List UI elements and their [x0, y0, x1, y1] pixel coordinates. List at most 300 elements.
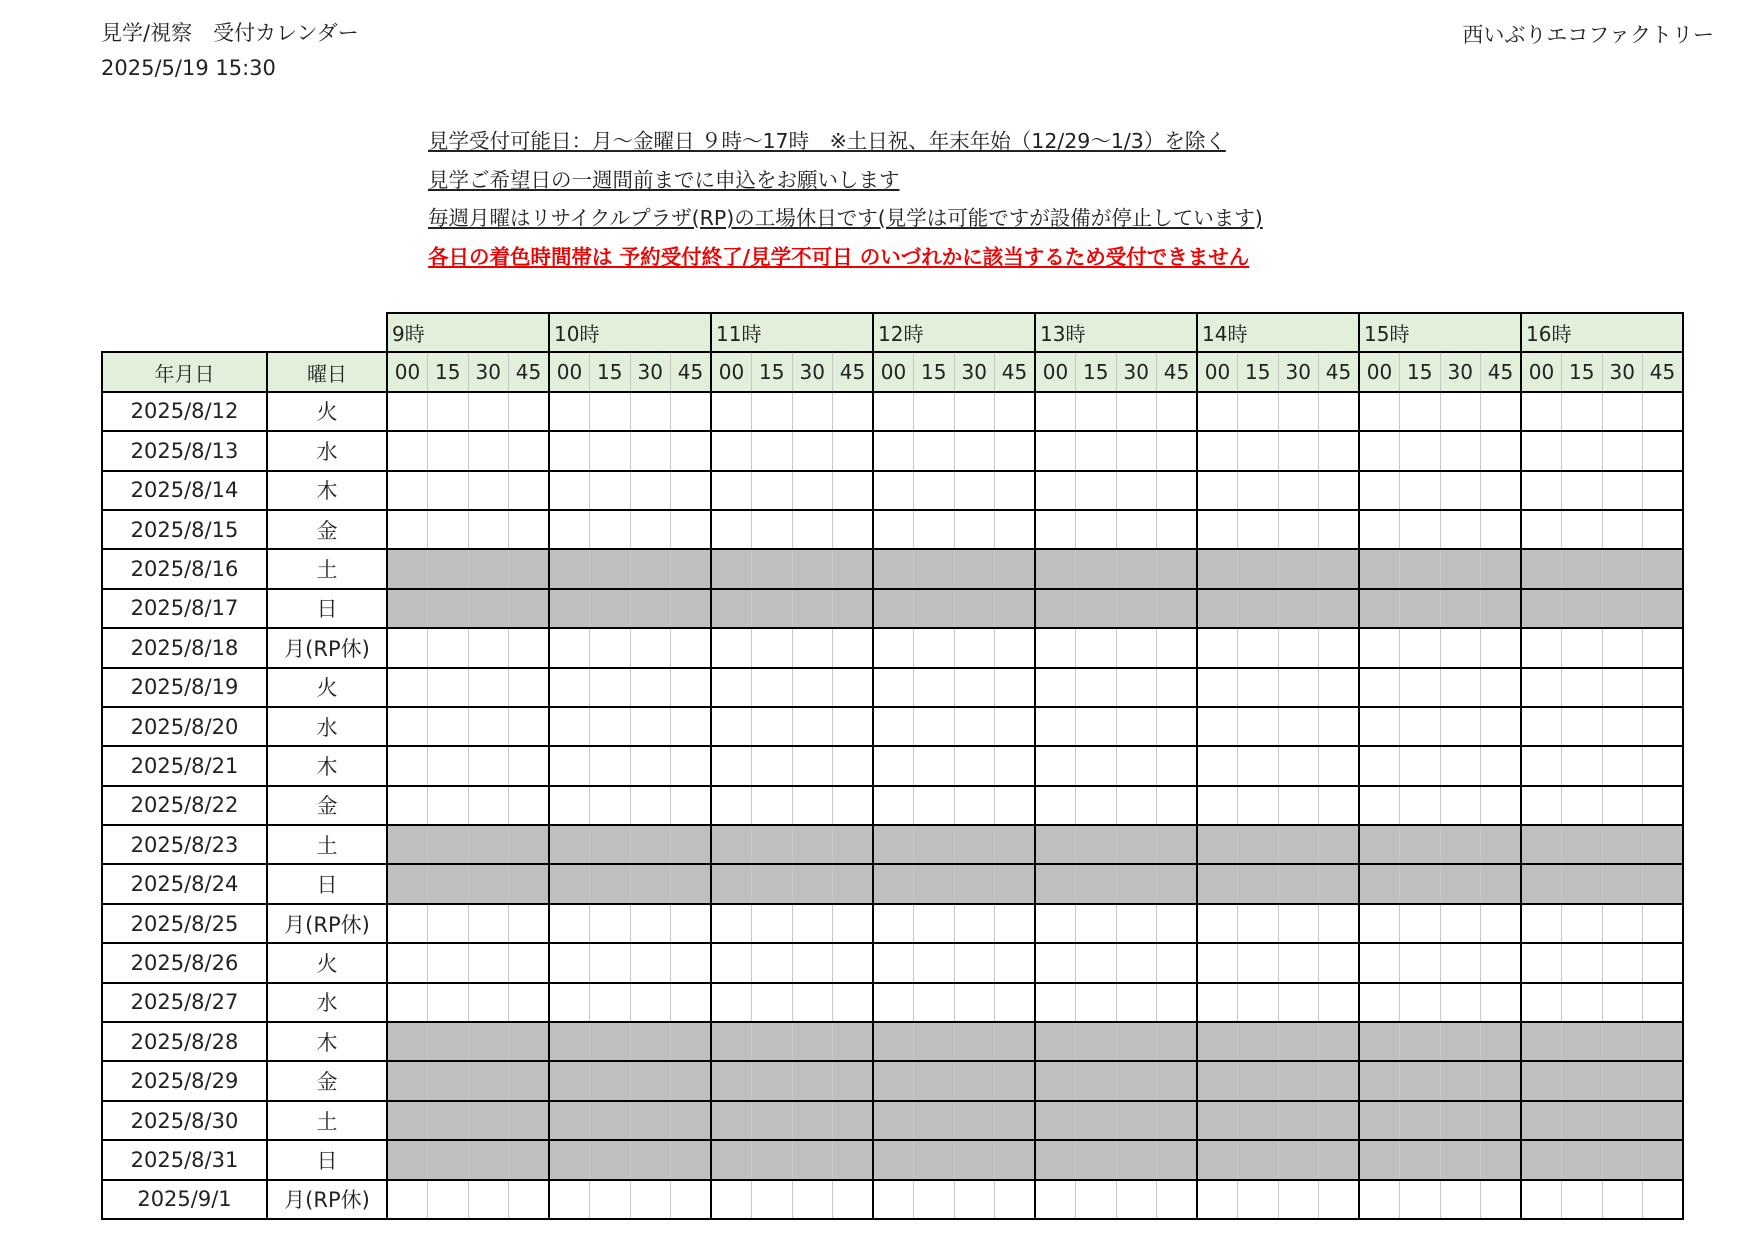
time-slot	[1157, 904, 1198, 943]
time-slot-unavailable	[671, 825, 712, 864]
time-slot	[1278, 707, 1319, 746]
time-slot	[1278, 904, 1319, 943]
minute-header: 00	[1197, 352, 1238, 391]
time-slot-unavailable	[1197, 549, 1238, 588]
calendar-row	[102, 589, 1683, 628]
time-slot	[630, 628, 671, 667]
time-slot	[1481, 943, 1522, 982]
time-slot	[1562, 431, 1603, 470]
time-slot-unavailable	[1278, 589, 1319, 628]
time-slot-unavailable	[1481, 1140, 1522, 1179]
time-slot-unavailable	[1238, 825, 1279, 864]
time-slot	[1035, 746, 1076, 785]
time-slot-unavailable	[914, 864, 955, 903]
time-slot-unavailable	[833, 1022, 874, 1061]
time-slot	[1602, 628, 1643, 667]
time-slot-unavailable	[1278, 1061, 1319, 1100]
time-slot	[590, 943, 631, 982]
time-slot-unavailable	[1319, 1101, 1360, 1140]
time-slot	[1238, 943, 1279, 982]
time-slot-unavailable	[1602, 1101, 1643, 1140]
time-slot	[1440, 786, 1481, 825]
time-slot	[711, 983, 752, 1022]
time-slot	[1562, 1180, 1603, 1219]
time-slot	[1157, 628, 1198, 667]
notes-block	[428, 124, 1428, 278]
time-slot-unavailable	[954, 864, 995, 903]
time-slot	[428, 392, 469, 431]
time-slot-unavailable	[833, 825, 874, 864]
date-cell: 2025/8/27	[102, 983, 267, 1022]
time-slot	[468, 668, 509, 707]
date-column-header: 年月日	[102, 352, 267, 391]
time-slot-unavailable	[833, 1140, 874, 1179]
date-cell: 2025/8/17	[102, 589, 267, 628]
time-slot-unavailable	[1238, 589, 1279, 628]
time-slot	[1521, 1180, 1562, 1219]
time-slot	[509, 392, 550, 431]
time-slot	[711, 668, 752, 707]
calendar-row	[102, 510, 1683, 549]
time-slot	[833, 707, 874, 746]
time-slot	[1562, 707, 1603, 746]
time-slot-unavailable	[1481, 1101, 1522, 1140]
time-slot	[1197, 943, 1238, 982]
time-slot	[590, 786, 631, 825]
time-slot-unavailable	[590, 1101, 631, 1140]
time-slot	[1521, 707, 1562, 746]
time-slot	[1238, 1180, 1279, 1219]
time-slot-unavailable	[1562, 1140, 1603, 1179]
date-cell: 2025/8/20	[102, 707, 267, 746]
minute-header: 45	[671, 352, 712, 391]
time-slot	[1481, 431, 1522, 470]
date-cell: 2025/8/19	[102, 668, 267, 707]
time-slot	[468, 746, 509, 785]
time-slot-unavailable	[509, 1061, 550, 1100]
time-slot	[954, 707, 995, 746]
reservation-calendar-table	[101, 312, 1684, 1220]
date-cell: 2025/8/23	[102, 825, 267, 864]
time-slot-unavailable	[711, 1061, 752, 1100]
time-slot-unavailable	[1643, 825, 1684, 864]
time-slot	[630, 1180, 671, 1219]
time-slot	[1076, 707, 1117, 746]
time-slot	[509, 904, 550, 943]
time-slot	[1521, 746, 1562, 785]
time-slot	[1643, 943, 1684, 982]
time-slot-unavailable	[1238, 1022, 1279, 1061]
time-slot-unavailable	[711, 825, 752, 864]
time-slot-unavailable	[1359, 589, 1400, 628]
time-slot	[995, 392, 1036, 431]
time-slot	[671, 786, 712, 825]
time-slot-unavailable	[428, 825, 469, 864]
time-slot	[1319, 431, 1360, 470]
time-slot	[1238, 392, 1279, 431]
time-slot-unavailable	[1562, 864, 1603, 903]
time-slot-unavailable	[428, 1061, 469, 1100]
minute-header: 45	[1481, 352, 1522, 391]
time-slot-unavailable	[954, 1140, 995, 1179]
time-slot	[1035, 1180, 1076, 1219]
time-slot	[1076, 510, 1117, 549]
time-slot	[833, 943, 874, 982]
time-slot	[1521, 943, 1562, 982]
time-slot-unavailable	[873, 589, 914, 628]
time-slot	[1076, 471, 1117, 510]
time-slot	[1278, 786, 1319, 825]
time-slot-unavailable	[873, 1061, 914, 1100]
time-slot-unavailable	[1643, 589, 1684, 628]
time-slot-unavailable	[1197, 589, 1238, 628]
time-slot-unavailable	[1440, 549, 1481, 588]
time-slot	[549, 431, 590, 470]
time-slot-unavailable	[1035, 825, 1076, 864]
time-slot	[549, 1180, 590, 1219]
minute-header: 30	[792, 352, 833, 391]
time-slot	[954, 746, 995, 785]
time-slot	[752, 510, 793, 549]
time-slot	[914, 471, 955, 510]
time-slot	[833, 786, 874, 825]
time-slot-unavailable	[1359, 825, 1400, 864]
time-slot-unavailable	[792, 549, 833, 588]
time-slot	[1197, 983, 1238, 1022]
minute-header: 15	[1076, 352, 1117, 391]
time-slot	[792, 668, 833, 707]
time-slot	[1440, 471, 1481, 510]
time-slot	[590, 1180, 631, 1219]
time-slot-unavailable	[1359, 1022, 1400, 1061]
time-slot-unavailable	[549, 1022, 590, 1061]
time-slot	[1238, 510, 1279, 549]
time-slot-unavailable	[1319, 864, 1360, 903]
time-slot	[509, 471, 550, 510]
minute-header: 30	[954, 352, 995, 391]
time-slot	[995, 510, 1036, 549]
time-slot	[1481, 786, 1522, 825]
time-slot-unavailable	[1076, 1101, 1117, 1140]
time-slot-unavailable	[1238, 864, 1279, 903]
time-slot-unavailable	[1359, 549, 1400, 588]
time-slot	[752, 904, 793, 943]
calendar-row	[102, 825, 1683, 864]
time-slot-unavailable	[509, 864, 550, 903]
time-slot	[1562, 943, 1603, 982]
time-slot	[671, 746, 712, 785]
minute-header: 15	[914, 352, 955, 391]
time-slot	[1035, 392, 1076, 431]
date-cell: 2025/8/25	[102, 904, 267, 943]
time-slot	[1238, 668, 1279, 707]
time-slot	[833, 628, 874, 667]
time-slot	[428, 983, 469, 1022]
time-slot	[1359, 746, 1400, 785]
time-slot	[1440, 746, 1481, 785]
time-slot	[1157, 510, 1198, 549]
time-slot	[1602, 1180, 1643, 1219]
time-slot	[914, 392, 955, 431]
date-cell: 2025/8/16	[102, 549, 267, 588]
date-cell: 2025/8/22	[102, 786, 267, 825]
time-slot	[509, 431, 550, 470]
time-slot-unavailable	[752, 1101, 793, 1140]
weekday-cell: 火	[267, 943, 387, 982]
time-slot-unavailable	[792, 1140, 833, 1179]
time-slot-unavailable	[1157, 589, 1198, 628]
time-slot-unavailable	[630, 1022, 671, 1061]
time-slot-unavailable	[1035, 864, 1076, 903]
time-slot-unavailable	[873, 1022, 914, 1061]
time-slot-unavailable	[1400, 1061, 1441, 1100]
time-slot	[1116, 510, 1157, 549]
time-slot-unavailable	[1400, 825, 1441, 864]
time-slot	[873, 707, 914, 746]
hour-header: 14時	[1197, 313, 1359, 352]
time-slot	[1481, 1180, 1522, 1219]
time-slot-unavailable	[549, 864, 590, 903]
time-slot-unavailable	[995, 864, 1036, 903]
time-slot	[1643, 392, 1684, 431]
time-slot	[1643, 628, 1684, 667]
time-slot-unavailable	[711, 1140, 752, 1179]
calendar-row	[102, 904, 1683, 943]
time-slot	[1278, 510, 1319, 549]
time-slot-unavailable	[792, 864, 833, 903]
calendar-row	[102, 864, 1683, 903]
time-slot-unavailable	[1076, 549, 1117, 588]
time-slot	[671, 628, 712, 667]
time-slot	[549, 510, 590, 549]
time-slot	[1359, 510, 1400, 549]
time-slot	[509, 1180, 550, 1219]
time-slot	[954, 786, 995, 825]
minute-header: 45	[1157, 352, 1198, 391]
time-slot	[1602, 746, 1643, 785]
time-slot	[954, 510, 995, 549]
time-slot-unavailable	[1116, 589, 1157, 628]
time-slot	[590, 392, 631, 431]
time-slot	[792, 510, 833, 549]
minute-header: 00	[711, 352, 752, 391]
time-slot	[590, 707, 631, 746]
time-slot	[1035, 510, 1076, 549]
time-slot	[509, 943, 550, 982]
minute-header: 15	[752, 352, 793, 391]
time-slot-unavailable	[1319, 1061, 1360, 1100]
date-cell: 2025/8/13	[102, 431, 267, 470]
date-cell: 2025/9/1	[102, 1180, 267, 1219]
weekday-cell: 火	[267, 392, 387, 431]
time-slot	[1278, 392, 1319, 431]
time-slot-unavailable	[1197, 1022, 1238, 1061]
time-slot	[995, 786, 1036, 825]
time-slot	[873, 904, 914, 943]
time-slot	[1643, 471, 1684, 510]
time-slot-unavailable	[590, 549, 631, 588]
time-slot	[1278, 746, 1319, 785]
time-slot	[1319, 746, 1360, 785]
time-slot	[1197, 392, 1238, 431]
time-slot	[468, 431, 509, 470]
time-slot	[671, 431, 712, 470]
time-slot	[387, 983, 428, 1022]
time-slot	[873, 510, 914, 549]
time-slot-unavailable	[1440, 864, 1481, 903]
time-slot	[1238, 471, 1279, 510]
time-slot-unavailable	[468, 1140, 509, 1179]
time-slot	[1035, 628, 1076, 667]
time-slot	[1481, 668, 1522, 707]
time-slot	[630, 746, 671, 785]
time-slot-unavailable	[671, 1061, 712, 1100]
time-slot-unavailable	[1602, 1061, 1643, 1100]
time-slot	[1076, 943, 1117, 982]
time-slot-unavailable	[549, 549, 590, 588]
time-slot	[509, 510, 550, 549]
time-slot	[873, 628, 914, 667]
time-slot	[590, 510, 631, 549]
time-slot	[914, 1180, 955, 1219]
time-slot	[1521, 904, 1562, 943]
time-slot	[468, 707, 509, 746]
time-slot	[630, 943, 671, 982]
time-slot	[1481, 628, 1522, 667]
time-slot	[549, 707, 590, 746]
time-slot	[873, 431, 914, 470]
time-slot-unavailable	[1521, 1140, 1562, 1179]
time-slot-unavailable	[1035, 549, 1076, 588]
time-slot-unavailable	[1521, 864, 1562, 903]
time-slot-unavailable	[1359, 864, 1400, 903]
time-slot	[1319, 1180, 1360, 1219]
time-slot-unavailable	[630, 1061, 671, 1100]
time-slot	[1197, 471, 1238, 510]
time-slot-unavailable	[1481, 1061, 1522, 1100]
time-slot	[711, 707, 752, 746]
time-slot	[995, 943, 1036, 982]
calendar-row	[102, 431, 1683, 470]
time-slot	[995, 983, 1036, 1022]
time-slot-unavailable	[468, 1022, 509, 1061]
weekday-cell: 月(RP休)	[267, 1180, 387, 1219]
time-slot	[428, 786, 469, 825]
minute-header: 30	[630, 352, 671, 391]
time-slot	[387, 943, 428, 982]
time-slot	[1400, 668, 1441, 707]
calendar-row	[102, 1101, 1683, 1140]
time-slot	[1157, 983, 1198, 1022]
time-slot	[954, 471, 995, 510]
time-slot-unavailable	[752, 1061, 793, 1100]
time-slot-unavailable	[954, 1101, 995, 1140]
time-slot	[1400, 786, 1441, 825]
time-slot-unavailable	[1076, 825, 1117, 864]
time-slot	[1602, 983, 1643, 1022]
time-slot-unavailable	[1400, 549, 1441, 588]
time-slot	[711, 392, 752, 431]
time-slot-unavailable	[873, 825, 914, 864]
time-slot	[1400, 510, 1441, 549]
time-slot-unavailable	[1157, 1101, 1198, 1140]
time-slot-unavailable	[711, 1022, 752, 1061]
weekday-cell: 土	[267, 1101, 387, 1140]
time-slot	[468, 786, 509, 825]
time-slot	[1481, 707, 1522, 746]
time-slot	[1157, 707, 1198, 746]
time-slot	[1359, 628, 1400, 667]
time-slot-unavailable	[468, 549, 509, 588]
time-slot	[1238, 431, 1279, 470]
time-slot-unavailable	[387, 1061, 428, 1100]
time-slot	[954, 1180, 995, 1219]
time-slot	[1562, 746, 1603, 785]
time-slot	[1400, 707, 1441, 746]
time-slot-unavailable	[1278, 1101, 1319, 1140]
time-slot-unavailable	[387, 825, 428, 864]
time-slot	[1359, 431, 1400, 470]
time-slot-unavailable	[1319, 549, 1360, 588]
time-slot	[1035, 431, 1076, 470]
issued-datetime: 2025/5/19 15:30	[101, 56, 276, 80]
time-slot	[752, 786, 793, 825]
time-slot	[792, 983, 833, 1022]
time-slot	[873, 786, 914, 825]
time-slot	[833, 746, 874, 785]
time-slot	[387, 471, 428, 510]
time-slot	[1116, 707, 1157, 746]
time-slot-unavailable	[792, 825, 833, 864]
time-slot-unavailable	[873, 1140, 914, 1179]
time-slot	[995, 707, 1036, 746]
time-slot	[1562, 904, 1603, 943]
weekday-cell: 金	[267, 1061, 387, 1100]
note-rp-holiday: 毎週月曜はリサイクルプラザ(RP)の工場休日です(見学は可能ですが設備が停止しています)	[428, 206, 1263, 230]
time-slot	[428, 1180, 469, 1219]
time-slot-unavailable	[1035, 1101, 1076, 1140]
time-slot-unavailable	[468, 864, 509, 903]
time-slot-unavailable	[914, 1022, 955, 1061]
time-slot	[1076, 392, 1117, 431]
time-slot	[549, 668, 590, 707]
time-slot	[1602, 510, 1643, 549]
time-slot-unavailable	[1440, 1101, 1481, 1140]
time-slot-unavailable	[954, 1061, 995, 1100]
time-slot	[549, 746, 590, 785]
time-slot-unavailable	[509, 589, 550, 628]
time-slot	[468, 392, 509, 431]
time-slot-unavailable	[1602, 589, 1643, 628]
hour-header: 15時	[1359, 313, 1521, 352]
time-slot	[630, 510, 671, 549]
time-slot	[1400, 904, 1441, 943]
time-slot-unavailable	[914, 1101, 955, 1140]
weekday-cell: 金	[267, 786, 387, 825]
time-slot	[954, 668, 995, 707]
time-slot-unavailable	[1440, 1061, 1481, 1100]
time-slot-unavailable	[833, 864, 874, 903]
weekday-cell: 水	[267, 431, 387, 470]
time-slot	[1035, 668, 1076, 707]
minute-header: 15	[1562, 352, 1603, 391]
time-slot-unavailable	[1278, 864, 1319, 903]
minute-header: 00	[387, 352, 428, 391]
time-slot	[1643, 983, 1684, 1022]
time-slot	[1359, 392, 1400, 431]
time-slot-unavailable	[833, 1101, 874, 1140]
calendar-row	[102, 943, 1683, 982]
